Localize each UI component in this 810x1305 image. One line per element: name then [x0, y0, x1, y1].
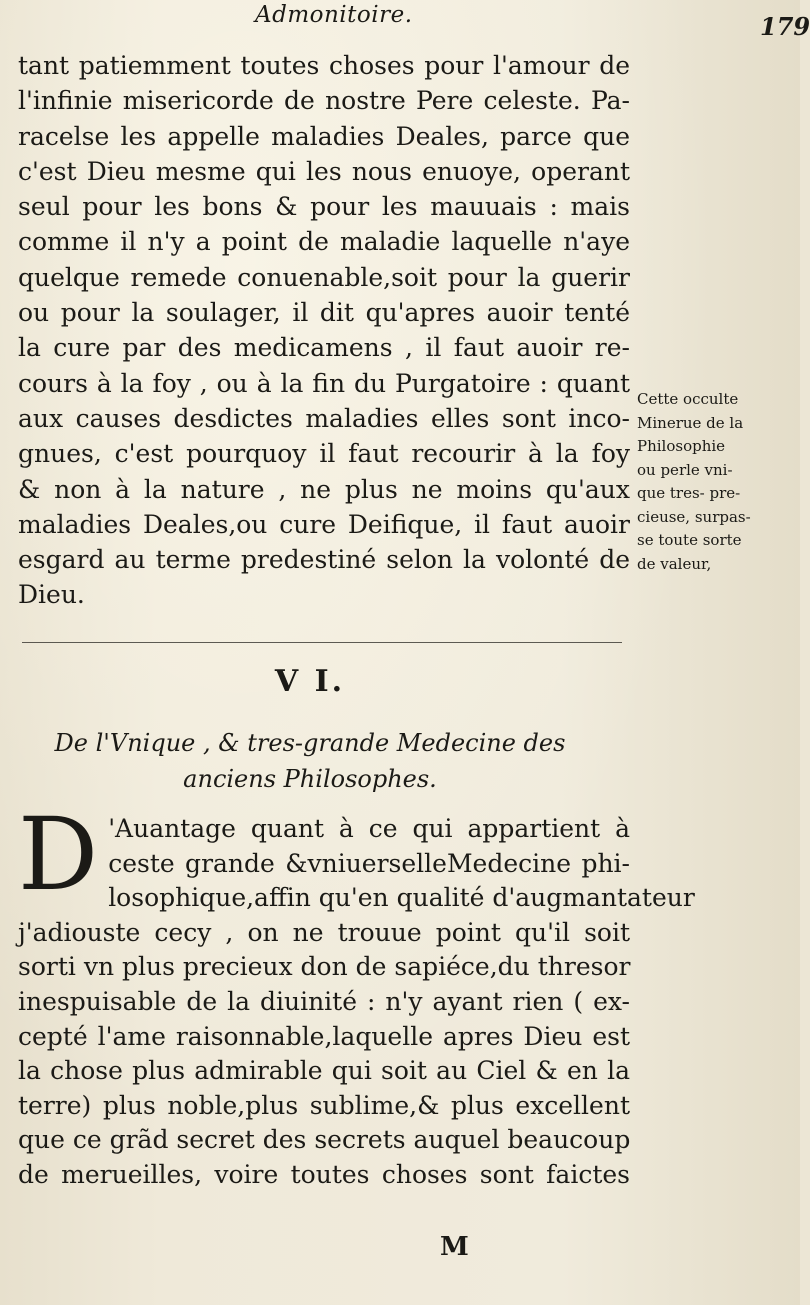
section-body — [18, 796, 695, 1193]
text-line: Dieu. — [18, 580, 85, 610]
text-line: que ce grãd secret des secrets auquel beaucoup — [18, 1125, 631, 1155]
text-line: cepté l'ame raisonnable,laquelle apres Dieu est — [18, 1021, 630, 1051]
marginal-line: Cette occulte — [637, 390, 739, 408]
marginal-line: cieuse, surpas- — [637, 507, 751, 526]
text-line: c'est Dieu mesme qui les nous enuoye, operant — [18, 156, 630, 186]
marginal-line: que tres- pre- — [637, 484, 741, 502]
text-line: tant patiemment toutes choses pour l'amour de — [18, 51, 630, 80]
text-line: terre) plus noble,plus sublime,& plus excellent — [18, 1090, 630, 1120]
text-line: la chose plus admirable qui soit au Ciel & en la — [18, 1056, 630, 1086]
text-line: la cure par des medicamens , il faut auoir re- — [18, 333, 630, 363]
section-divider — [22, 642, 622, 643]
marginal-note — [637, 388, 787, 576]
section-number: V I. — [274, 664, 346, 699]
text-line: cours à la foy , ou à la fin du Purgatoire : quant — [18, 368, 630, 398]
text-line: ceste grande &vniuerselleMedecine phi- — [108, 848, 630, 878]
text-line: quelque remede conuenable,soit pour la guerir — [18, 262, 630, 292]
marginal-line: se toute sorte — [637, 531, 742, 549]
text-line: j'adiouste cecy , on ne trouue point qu'il soit — [18, 917, 630, 947]
text-line: losophique,affin qu'en qualité d'augmantateur — [108, 883, 695, 913]
drop-cap: D — [18, 796, 99, 913]
signature-mark: M — [440, 1232, 469, 1262]
page-number: 179 — [760, 12, 810, 41]
running-title: Admonitoire. — [255, 2, 413, 28]
main-text-block — [18, 48, 630, 613]
section-title-line: De l'Vnique , & tres-grande Medecine des — [54, 729, 566, 757]
text-line: de merueilles, voire toutes choses sont faictes — [18, 1159, 630, 1189]
text-line: racelse les appelle maladies Deales, parce que — [18, 121, 630, 151]
text-line: inespuisable de la diuinité : n'y ayant rien ( ex- — [18, 986, 630, 1016]
marginal-line: ou perle vni- — [637, 460, 733, 479]
text-line: l'infinie misericorde de nostre Pere celeste. Pa- — [18, 86, 630, 116]
text-line: ou pour la soulager, il dit qu'apres auoir tenté — [18, 298, 630, 328]
text-line: gnues, c'est pourquoy il faut recourir à la foy — [18, 439, 630, 469]
section-title — [0, 725, 620, 797]
text-line: aux causes desdictes maladies elles sont inco- — [18, 403, 630, 433]
text-line: 'Auantage quant à ce qui appartient à — [108, 814, 630, 843]
text-line: sorti vn plus precieux don de sapiéce,du thresor — [18, 952, 631, 982]
text-line: esgard au terme predestiné selon la volonté de — [18, 545, 630, 575]
section-title-line: anciens Philosophes. — [183, 765, 437, 793]
text-line: seul pour les bons & pour les mauuais : mais — [18, 192, 630, 222]
text-line: & non à la nature , ne plus ne moins qu'aux — [18, 474, 630, 504]
marginal-line: de valeur, — [637, 554, 712, 573]
marginal-line: Philosophie — [637, 437, 726, 455]
text-line: comme il n'y a point de maladie laquelle n'aye — [18, 227, 630, 257]
text-line: maladies Deales,ou cure Deifique, il faut auoir — [18, 509, 630, 539]
marginal-line: Minerue de la — [637, 413, 744, 432]
